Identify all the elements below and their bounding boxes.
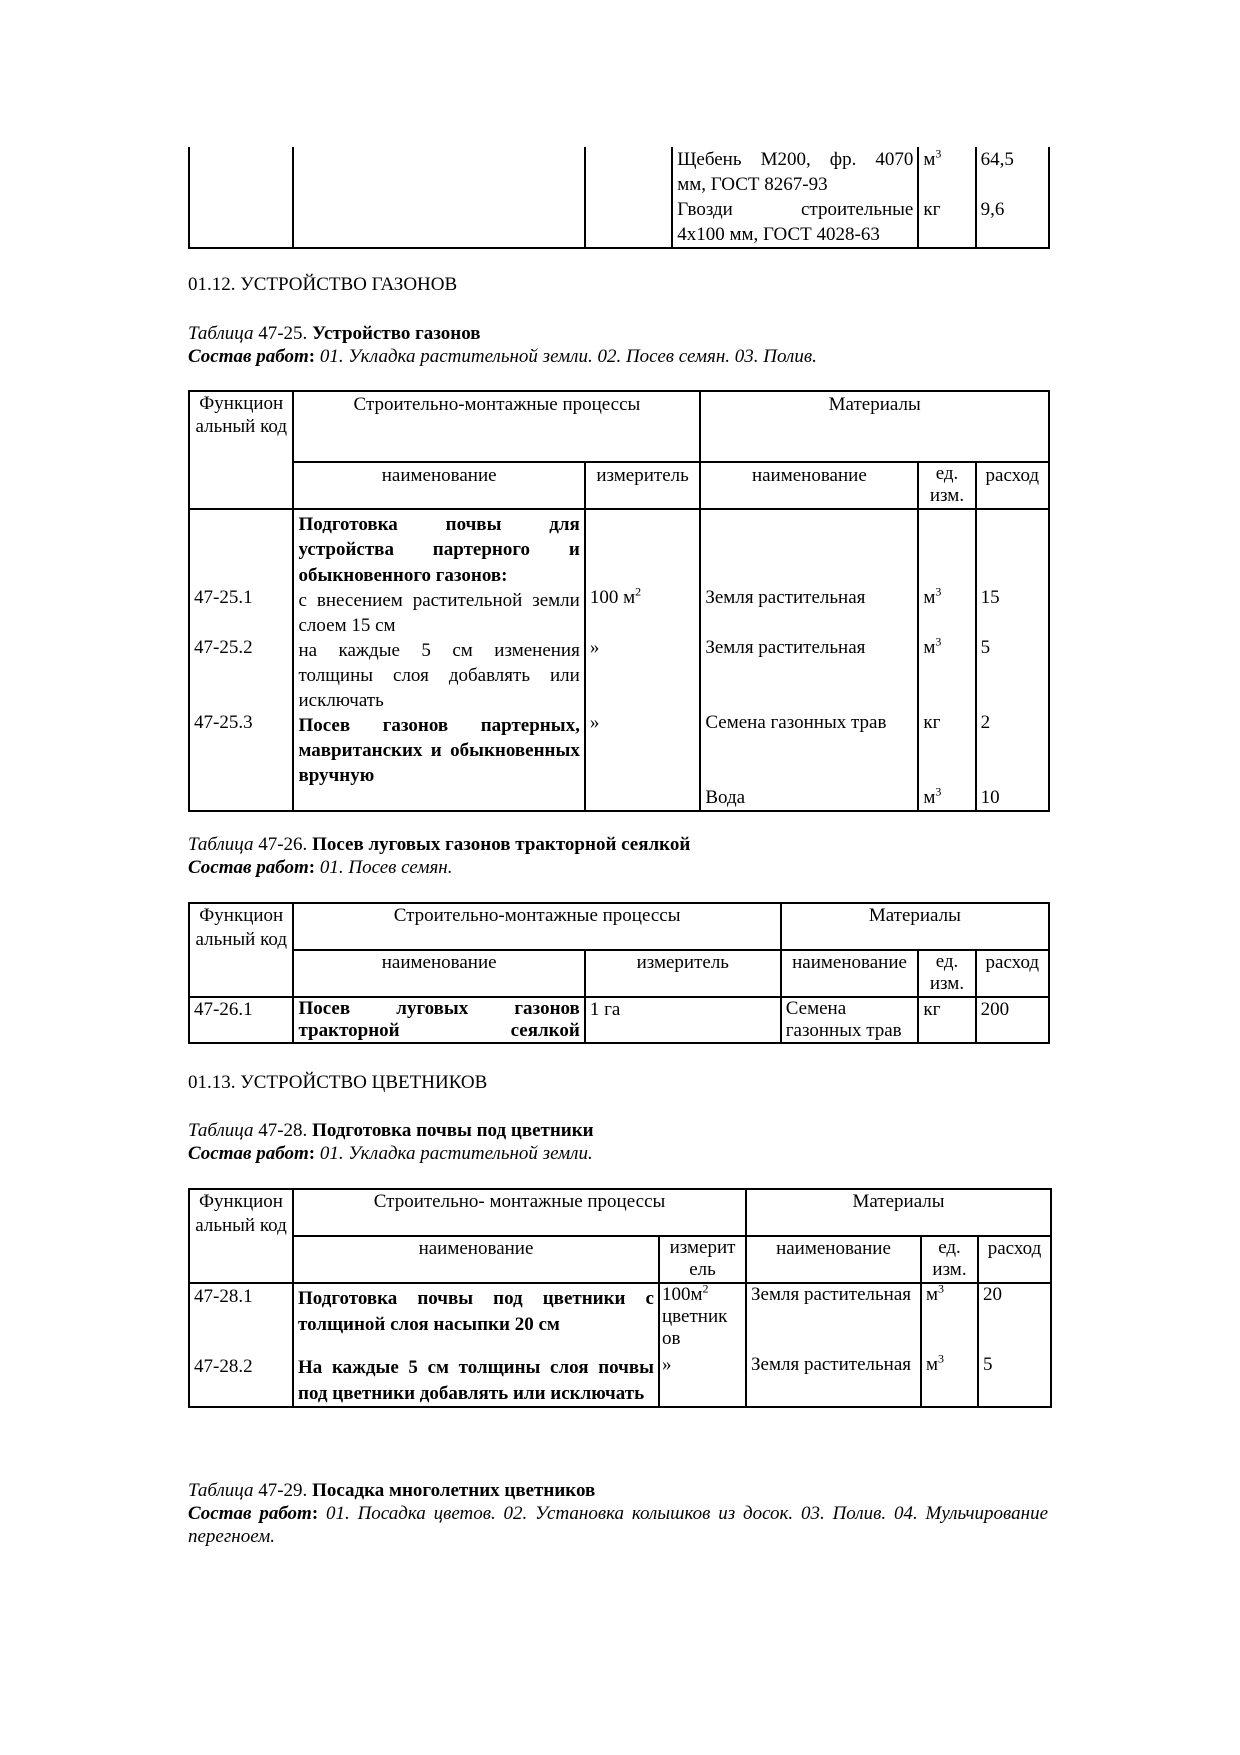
material-cell: Земля растительная bbox=[705, 637, 866, 658]
material-line: мм, ГОСТ 8267-93 bbox=[677, 174, 828, 195]
header-materials: Материалы bbox=[700, 391, 1049, 462]
process-name: с внесением растительной земли слоем 15 см bbox=[298, 589, 580, 636]
value-cell: 9,6 bbox=[976, 197, 1049, 248]
header-processes: Строительно-монтажные процессы bbox=[293, 391, 700, 462]
material-cell: Вода bbox=[705, 787, 746, 808]
code-cell: 47-25.2 bbox=[194, 637, 253, 658]
value-cell: 5 bbox=[980, 637, 991, 658]
header-name: наименование bbox=[293, 1236, 659, 1283]
unit-cell: $м^3$ bbox=[923, 634, 942, 658]
header-materials: Материалы bbox=[746, 1189, 1051, 1236]
header-meter: измерит ель bbox=[659, 1236, 746, 1283]
header-mat-name: наименование bbox=[700, 462, 918, 509]
header-name: наименование bbox=[293, 462, 584, 509]
table-47-26 bbox=[188, 902, 1050, 1044]
header-unit: ед. изм. bbox=[918, 462, 975, 509]
value-cell: 200 bbox=[976, 997, 1049, 1043]
process-name: Посев луговых газонов тракторной сеялкой bbox=[293, 997, 584, 1043]
header-materials: Материалы bbox=[781, 903, 1049, 950]
header-consumption: расход bbox=[976, 462, 1049, 509]
process-name: на каждые 5 см изменения толщины слоя добавлять или исключать bbox=[298, 639, 580, 711]
table-row bbox=[189, 147, 1049, 197]
meter-cell: 100 $м^2$ bbox=[589, 584, 642, 608]
material-cell: Земля растительная bbox=[751, 1354, 912, 1375]
table-caption: Таблица 47-28. Подготовка почвы под цветники bbox=[188, 1120, 594, 1141]
work-composition: Состав работ: 01. Укладка растительной земли. 02. Посев семян. 03. Полив. bbox=[188, 346, 817, 367]
continuation-table bbox=[188, 147, 1050, 249]
value-cell: 2 bbox=[980, 712, 991, 733]
header-consumption: расход bbox=[976, 950, 1049, 997]
table-caption: Таблица 47-26. Посев луговых газонов тракторной сеялкой bbox=[188, 834, 691, 855]
table-caption: Таблица 47-25. Устройство газонов bbox=[188, 323, 481, 344]
work-composition: Состав работ: 01. Посев семян. bbox=[188, 857, 453, 878]
header-consumption: расход bbox=[978, 1236, 1051, 1283]
header-meter: измеритель bbox=[585, 462, 701, 509]
meter-cell: $100м^2$ цветник ов bbox=[662, 1283, 728, 1349]
work-composition: Состав работ: 01. Укладка растительной земли. bbox=[188, 1143, 593, 1164]
table-row bbox=[189, 997, 1049, 1043]
value-cell: 10 bbox=[980, 787, 1000, 808]
material-line: Гвозди строительные bbox=[677, 199, 914, 220]
unit-cell: $м^3$ bbox=[926, 1351, 945, 1375]
table-47-25 bbox=[188, 390, 1050, 812]
header-name: наименование bbox=[293, 950, 584, 997]
meter-cell: 1 га bbox=[585, 997, 781, 1043]
process-name: Посев газонов партерных, мавританских и обыкновенных вручную bbox=[298, 714, 580, 786]
header-mat-name: наименование bbox=[781, 950, 919, 997]
process-name: На каждые 5 см толщины слоя почвы под цветники добавлять или исключать bbox=[298, 1357, 654, 1404]
value-cell: 15 bbox=[980, 587, 1000, 608]
code-cell: 47-26.1 bbox=[189, 997, 293, 1043]
header-code: Функцион альный код bbox=[189, 1189, 293, 1283]
material-cell: Семена газонных трав bbox=[781, 997, 919, 1043]
value-cell: 5 bbox=[983, 1354, 993, 1375]
material-cell: Земля растительная bbox=[751, 1284, 912, 1305]
header-processes: Строительно-монтажные процессы bbox=[293, 903, 780, 950]
unit-cell: кг bbox=[918, 197, 975, 248]
table-caption: Таблица 47-29. Посадка многолетних цветников bbox=[188, 1480, 596, 1501]
material-line: 4х100 мм, ГОСТ 4028-63 bbox=[677, 224, 880, 245]
table-row bbox=[189, 509, 1049, 811]
unit-cell: кг bbox=[923, 712, 941, 733]
meter-cell: » bbox=[662, 1354, 672, 1375]
unit-cell: $м^3$ bbox=[923, 584, 942, 608]
header-meter: измеритель bbox=[585, 950, 781, 997]
value-cell: 64,5 bbox=[976, 147, 1049, 197]
header-code: Функцион альный код bbox=[189, 903, 293, 997]
header-unit: ед. изм. bbox=[918, 950, 975, 997]
table-row bbox=[189, 197, 1049, 248]
material-line: Щебень М200, фр. 4070 bbox=[677, 149, 914, 170]
meter-cell: » bbox=[589, 712, 600, 733]
group-title: Подготовка почвы для устройства партерного и обыкновенного газонов: bbox=[298, 514, 580, 586]
header-unit: ед. изм. bbox=[921, 1236, 978, 1283]
code-cell: 47-25.3 bbox=[194, 712, 253, 733]
unit-cell: $м^3$ bbox=[926, 1283, 945, 1305]
material-cell: Земля растительная bbox=[705, 587, 866, 608]
header-mat-name: наименование bbox=[746, 1236, 921, 1283]
table-47-28 bbox=[188, 1188, 1052, 1408]
meter-cell: » bbox=[589, 637, 600, 658]
code-cell: 47-28.1 bbox=[194, 1286, 253, 1307]
section-heading: 01.12. УСТРОЙСТВО ГАЗОНОВ bbox=[188, 274, 458, 295]
unit-cell: кг bbox=[918, 997, 975, 1043]
material-cell: Семена газонных трав bbox=[705, 712, 887, 733]
work-composition: Состав работ: 01. Посадка цветов. 02. Установка колышков из досок. 03. Полив. 04. Мульчирование перегноем. bbox=[188, 1503, 1049, 1547]
code-cell: 47-28.2 bbox=[194, 1356, 253, 1377]
value-cell: 20 bbox=[983, 1284, 1002, 1305]
header-code: Функцион альный код bbox=[189, 391, 293, 509]
section-heading: 01.13. УСТРОЙСТВО ЦВЕТНИКОВ bbox=[188, 1072, 488, 1093]
process-name: Подготовка почвы под цветники с толщиной слоя насыпки 20 см bbox=[298, 1288, 654, 1335]
unit-cell: $м^3$ bbox=[923, 784, 942, 808]
table-row bbox=[189, 1283, 1051, 1407]
header-processes: Строительно- монтажные процессы bbox=[293, 1189, 746, 1236]
code-cell: 47-25.1 bbox=[194, 587, 253, 608]
unit-cell: $м^3$ bbox=[918, 147, 975, 197]
